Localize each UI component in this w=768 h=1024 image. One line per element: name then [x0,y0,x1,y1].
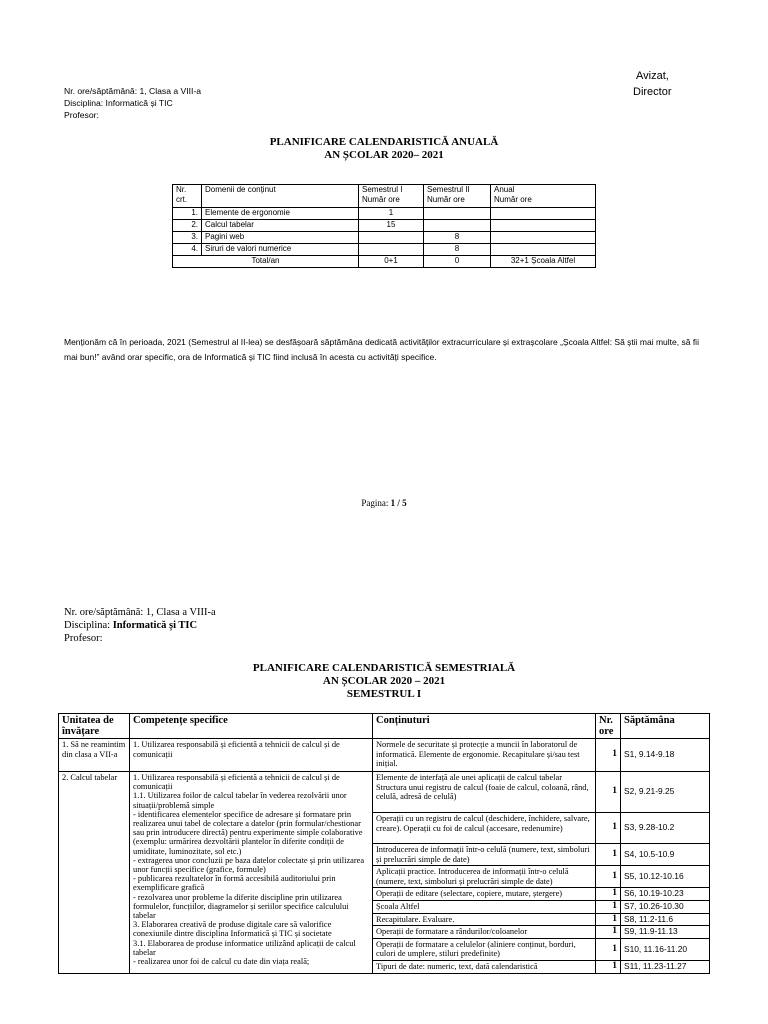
cell [424,208,491,220]
hdr-competente: Competențe specifice [130,714,373,739]
cell: 1 [359,208,424,220]
total-row [173,256,596,268]
annual-plan-table [172,184,596,268]
unit2-continut: Elemente de interfață ale unei aplicații de calcul tabelar Structura unui registru de calcul (foaie de calcul, coloană, rând, celulă, adresă de celulă) [373,772,596,813]
unit1-name: 1. Să ne reamintim din clasa a VII-a [59,739,130,772]
unit1-competente: 1. Utilizarea responsabilă și eficientă a tehnicii de calcul și de comunicații [130,739,373,772]
page-value: 1 / 5 [390,498,407,508]
cell [491,244,596,256]
unit2-name: 2. Calcul tabelar [59,772,130,974]
cell: Elemente de ergonomie [202,208,359,220]
unit2-saptamana: S10, 11.16-11.20 [621,938,710,960]
disciplina-value: Informatică și TIC [112,620,198,631]
unit2-continut: Tipuri de date: numeric, text, dată calendaristică [373,960,596,973]
meta2-profesor: Profesor: [64,633,103,644]
cell: 3. [173,232,202,244]
hdr-anual: Anual Număr ore [491,185,596,208]
unit2-ore: 1 [596,844,621,866]
table-row [173,232,596,244]
semester-table-header [59,714,710,739]
unit2-ore: 1 [596,900,621,913]
unit2-ore: 1 [596,866,621,888]
avizat-text: Avizat, [636,70,669,82]
unit2-continut: Operații de editare (selectare, copiere, mutare, ștergere) [373,888,596,901]
unit2-continut: Operații de formatare a celulelor (aliniere conținut, borduri, culori de umplere, stiluri predefinite) [373,938,596,960]
unit2-continut: Aplicații practice. Introducerea de informații într-o celulă (numere, text, simboluri și prelucrări simple de date) [373,866,596,888]
total-sem2: 0 [424,256,491,268]
total-anual: 32+1 Școala Altfel [491,256,596,268]
hdr-sem1: Semestrul I Număr ore [359,185,424,208]
meta-disciplina: Disciplina: Informatică și TIC [64,98,173,108]
meta-profesor: Profesor: [64,110,99,120]
hdr-continuturi: Conținuturi [373,714,596,739]
unit2-saptamana: S7, 10.26-10.30 [621,900,710,913]
cell [359,244,424,256]
page2-title: PLANIFICARE CALENDARISTICĂ SEMESTRIALĂ [252,662,516,674]
page-label: Pagina: [361,498,389,508]
semester-plan-table [58,713,710,974]
meta2-ore: Nr. ore/săptămână: 1, Clasa a VIII-a [64,607,216,618]
hdr-nr: Nr. crt. [173,185,202,208]
unit2-continut: Operații cu un registru de calcul (deschidere, închidere, salvare, creare). Operații cu foi de calcul (accesare, redenumire) [373,813,596,844]
unit2-ore: 1 [596,938,621,960]
unit2-saptamana: S3, 9.28-10.2 [621,813,710,844]
page2-subtitle: AN ȘCOLAR 2020 – 2021 [322,675,446,687]
school-altfel-note: Menționăm că în perioada, 2021 (Semestrul al II-lea) se desfășoară săptămâna dedicată activităților extracurriculare și extrașcolare „Școala Altfel: Să știi mai multe, să fii mai bun!” având orar specific, ora de Informatică și TIC fiind inclusă în acesta cu activități specifice. [64,337,699,362]
page1-title: PLANIFICARE CALENDARISTICĂ ANUALĂ [269,136,499,148]
page1-subtitle: AN ȘCOLAR 2020– 2021 [324,149,444,161]
cell [359,232,424,244]
table-row [59,739,710,772]
cell [491,232,596,244]
cell: 2. [173,220,202,232]
hdr-unitatea: Unitatea de învățare [59,714,130,739]
total-sem1: 0+1 [359,256,424,268]
meta2-disciplina [64,620,197,631]
unit2-ore: 1 [596,926,621,939]
unit1-continut: Normele de securitate și protecție a muncii în laboratorul de informatică. Elemente de ergonomie. Recapitulare și/sau test inițial. [373,739,596,772]
unit2-saptamana: S2, 9.21-9.25 [621,772,710,813]
unit2-ore: 1 [596,813,621,844]
table-row [173,220,596,232]
cell: Calcul tabelar [202,220,359,232]
total-label: Total/an [173,256,359,268]
cell: Siruri de valori numerice [202,244,359,256]
cell: 1. [173,208,202,220]
table-row [173,244,596,256]
unit2-ore: 1 [596,772,621,813]
unit2-saptamana: S11, 11.23-11.27 [621,960,710,973]
cell [424,220,491,232]
hdr-nr-ore: Nr. ore [596,714,621,739]
unit2-competente: 1. Utilizarea responsabilă și eficientă a tehnicii de calcul și de comunicații 1.1. Utilizarea foilor de calcul tabelar în vederea rezolvării unor situații/problemă simple - identificarea elementelor specifice de adresare și formatare prin realizarea unui tabel de colectare a datelor (prin formular/chestionar sau prin introducere directă) pentru experimente simple colaborative (exemplu: urmărirea dezvoltării plantelor în diferite condiții de umiditate, luminozitate, sol etc.) - extragerea unor concluzii pe baza datelor colectate și prin utilizarea unor funcții specifice (grafice, formule) - publicarea rezultatelor în formă accesibilă auditoriului prin exemplificare grafică - rezolvarea unor probleme la diferite discipline prin utilizarea formulelor, funcțiilor, diagramelor și seriilor specifice calculului tabelar 3. Elaborarea creativă de produse digitale care să valorifice conexiunile dintre disciplina Informatică și TIC și societate 3.1. Elaborarea de produse informatice utilizând aplicații de calcul tabelar - realizarea unor foi de calcul cu date din viața reală; [130,772,373,974]
director-text: Director [633,86,672,98]
meta-ore: Nr. ore/săptămână: 1, Clasa a VIII-a [64,86,202,96]
cell: 4. [173,244,202,256]
table-row [173,208,596,220]
unit2-continut: Operații de formatare a rândurilor/coloanelor [373,926,596,939]
page-number [0,498,768,508]
table-row [59,772,710,813]
unit2-saptamana: S9, 11.9-11.13 [621,926,710,939]
hdr-domenii: Domenii de conținut [202,185,359,208]
cell: Pagini web [202,232,359,244]
unit2-saptamana: S5, 10.12-10.16 [621,866,710,888]
disciplina-label: Disciplina: [64,620,111,631]
page2-semester: SEMESTRUL I [346,688,422,700]
unit1-saptamana: S1, 9.14-9.18 [621,739,710,772]
cell: 8 [424,232,491,244]
cell [491,220,596,232]
unit2-ore: 1 [596,888,621,901]
unit2-saptamana: S6, 10.19-10.23 [621,888,710,901]
unit2-continut: Școala Altfel [373,900,596,913]
hdr-sem2: Semestrul II Număr ore [424,185,491,208]
cell: 15 [359,220,424,232]
unit2-saptamana: S4, 10.5-10.9 [621,844,710,866]
unit2-continut: Introducerea de informații într-o celulă (numere, text, simboluri și prelucrări simple de date) [373,844,596,866]
unit2-saptamana: S8, 11.2-11.6 [621,913,710,926]
annual-table-header [173,185,596,208]
cell: 8 [424,244,491,256]
unit2-continut: Recapitulare. Evaluare. [373,913,596,926]
unit1-ore: 1 [596,739,621,772]
hdr-saptamana: Săptămâna [621,714,710,739]
unit2-ore: 1 [596,960,621,973]
unit2-ore: 1 [596,913,621,926]
cell [491,208,596,220]
